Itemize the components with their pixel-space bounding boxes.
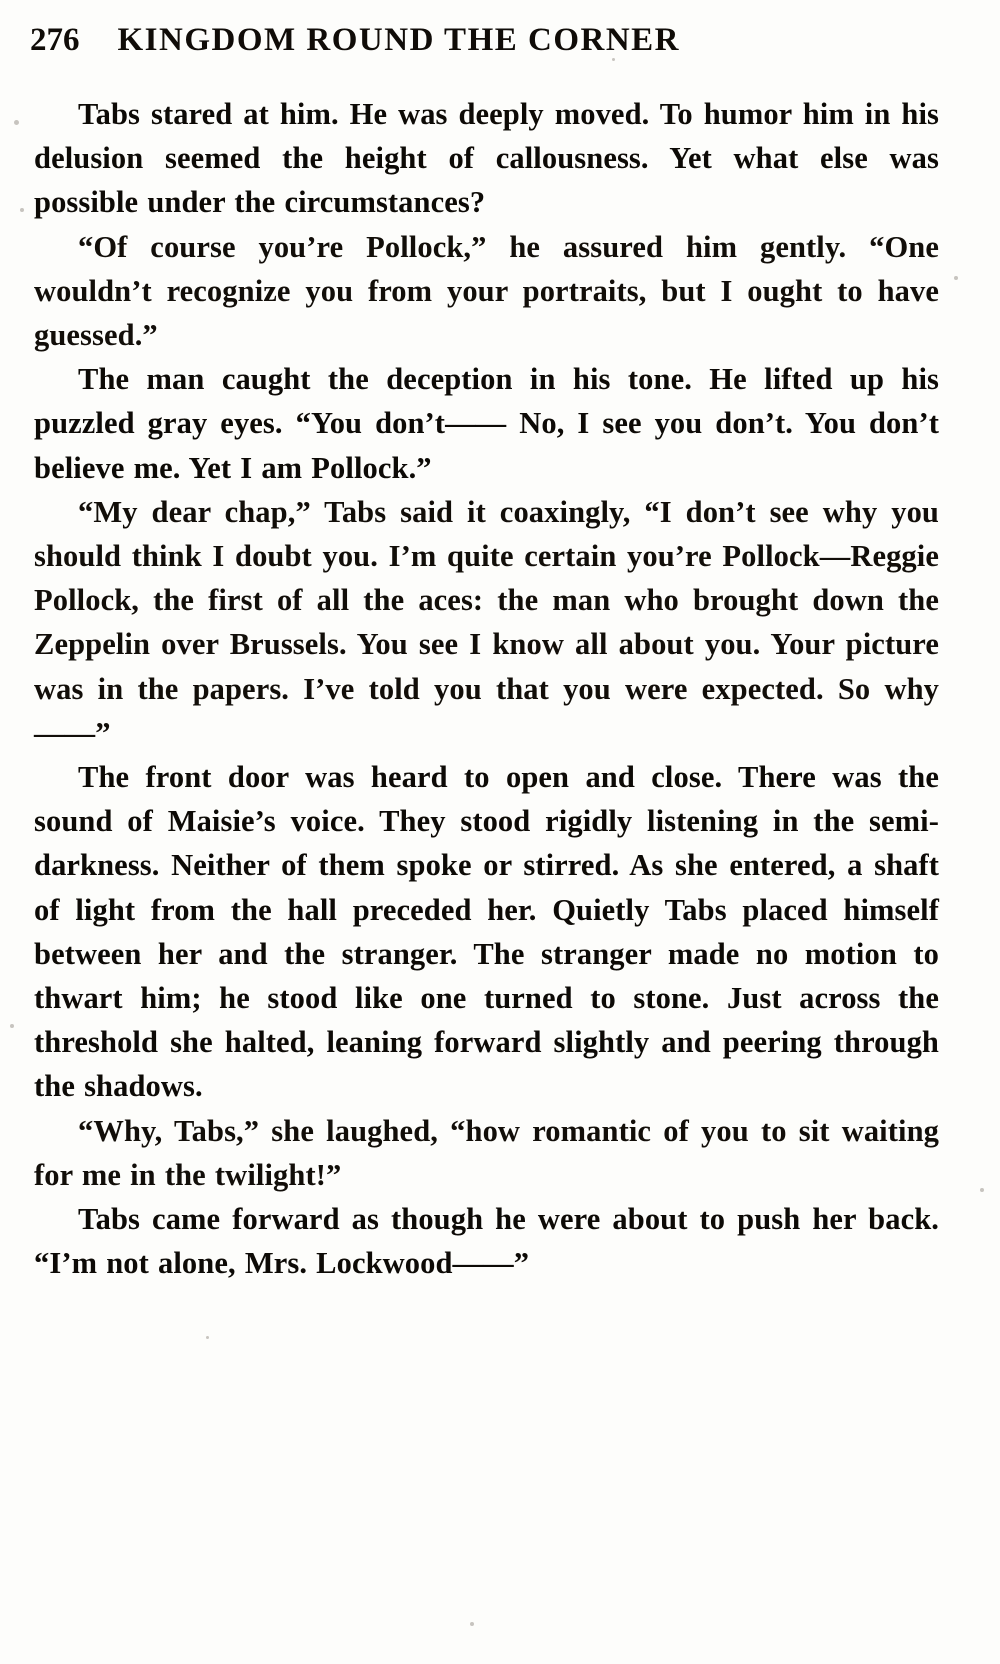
paragraph: “Of course you’re Pollock,” he assured him gently. “One wouldn’t recognize you from your portraits, but I ought to have guessed.” bbox=[34, 229, 939, 353]
paragraph: “Why, Tabs,” she laughed, “how romantic of you to sit waiting for me in the twilight!” bbox=[34, 1113, 939, 1192]
scan-speck bbox=[10, 1024, 14, 1028]
scan-speck bbox=[206, 1336, 209, 1339]
scan-speck bbox=[20, 208, 24, 212]
page-header bbox=[30, 22, 970, 59]
page-body bbox=[34, 92, 939, 1285]
paragraph: The front door was heard to open and close. There was the sound of Maisie’s voice. They stood rigidly listening in the semi-darkness. Neither of them spoke or stirred. As she entered, a shaft of light from the hall preceded her. Quietly Tabs placed himself between her and the stranger. The stranger made no motion to thwart him; he stood like one turned to stone. Just across the threshold she halted, leaning forward slightly and peering through the shadows. bbox=[34, 760, 939, 1104]
paragraph: Tabs came forward as though he were about to push her back. “I’m not alone, Mrs. Lockwood——” bbox=[34, 1202, 939, 1281]
paragraph: “My dear chap,” Tabs said it coaxingly, “I don’t see why you should think I doubt you. I’m quite certain you’re Pollock—Reggie Pollock, the first of all the aces: the man who brought down the Zeppelin over Brussels. You see I know all about you. Your picture was in the papers. I’ve told you that you were expected. So why——” bbox=[34, 494, 939, 750]
scan-speck bbox=[980, 1188, 984, 1192]
paragraph: The man caught the deception in his tone. He lifted up his puzzled gray eyes. “You don’t—— No, I see you don’t. You don’t believe me. Yet I am Pollock.” bbox=[34, 362, 939, 485]
paragraph: Tabs stared at him. He was deeply moved. To humor him in his delusion seemed the height of callousness. Yet what else was possible under the circumstances? bbox=[34, 97, 939, 220]
scan-speck bbox=[470, 1622, 474, 1626]
scan-speck bbox=[14, 120, 19, 125]
running-title: KINGDOM ROUND THE CORNER bbox=[117, 22, 681, 58]
page-number: 276 bbox=[30, 22, 80, 58]
scan-speck bbox=[954, 276, 958, 280]
